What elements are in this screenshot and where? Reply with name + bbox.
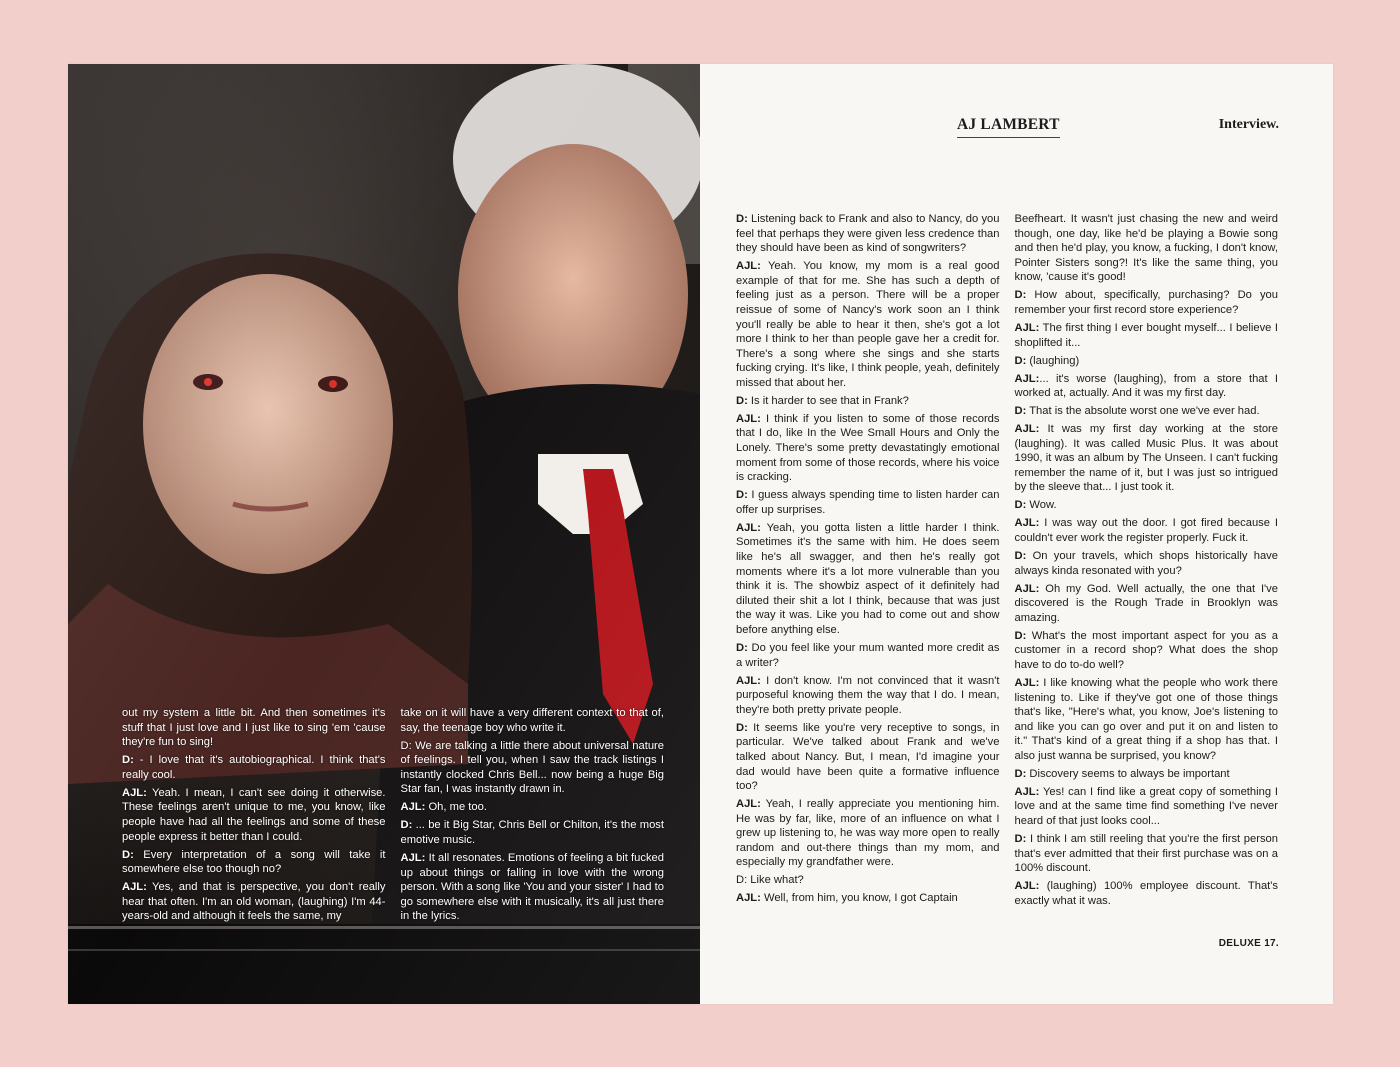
- interview-paragraph: [736, 394, 1000, 409]
- interview-paragraph: [1015, 354, 1279, 369]
- interview-paragraph: [1015, 321, 1279, 350]
- interview-paragraph: [736, 641, 1000, 670]
- speaker-label: D:: [122, 754, 134, 767]
- section-label: Interview.: [1218, 117, 1279, 132]
- speaker-label: AJL:: [1014, 582, 1040, 595]
- paragraph-text: On your travels, which shops historically have always kinda resonated with you?: [1014, 549, 1278, 577]
- interview-paragraph: [401, 818, 665, 847]
- interview-paragraph: [401, 739, 665, 797]
- speaker-label: AJL:: [1014, 676, 1040, 689]
- speaker-label: D:: [736, 641, 748, 654]
- interview-paragraph: [1015, 785, 1279, 829]
- speaker-label: AJL:: [736, 674, 761, 687]
- interview-paragraph: [736, 891, 1000, 906]
- interview-paragraph: [1015, 288, 1279, 317]
- paragraph-text: Wow.: [1026, 499, 1057, 512]
- interview-paragraph: [122, 848, 386, 877]
- interview-paragraph: [736, 412, 1000, 485]
- paragraph-text: (laughing) 100% employee discount. That's exactly what it was.: [1014, 880, 1278, 907]
- interview-paragraph: [1015, 767, 1279, 782]
- speaker-label: D:: [1014, 549, 1027, 562]
- interview-paragraph: [736, 521, 1000, 638]
- speaker-label: D:: [1014, 499, 1027, 512]
- paragraph-text: Yeah, you gotta listen a little harder I think. Sometimes it's the same with him. He does seem like he's all swagger, and then he's really got moments where it's a lot more vulnerable than you think it is. The showbiz aspect of it definitely had diluted their shit a lot I think, because that was just the way it was. Like you had to come out and show before anything else.: [736, 521, 1000, 636]
- text-column-2: [1015, 212, 1279, 912]
- paragraph-text: Yeah, I really appreciate you mentioning him. He was by far, like, more of an influence on what I grew up listening to, he was way more open to really random and out-there things than my mom, and especially my grandfather were.: [736, 798, 1000, 869]
- speaker-label: AJL:: [122, 881, 147, 894]
- paragraph-text: The first thing I ever bought myself... I believe I shoplifted it...: [1014, 321, 1278, 349]
- paragraph-text: How about, specifically, purchasing? Do you remember your first record store experience?: [1014, 289, 1278, 316]
- speaker-label: D:: [1014, 289, 1027, 302]
- speaker-label: D:: [400, 819, 413, 832]
- photo-overlay-text: [122, 706, 664, 927]
- interview-paragraph: [1015, 404, 1279, 419]
- photo-column-2: [401, 706, 665, 927]
- interview-paragraph: [1015, 676, 1279, 764]
- speaker-label: AJL:: [400, 801, 426, 814]
- interview-paragraph: [401, 800, 665, 815]
- paragraph-text: I think if you listen to some of those records that I do, like In the Wee Small Hours and Only the Lonely. There's some pretty devastatingly emotional moment from some of those records, where his voice is cracking.: [736, 412, 1000, 484]
- speaker-label: D:: [736, 721, 748, 734]
- left-page: [68, 64, 700, 1004]
- interview-paragraph: [1015, 422, 1279, 495]
- interview-paragraph: [122, 786, 386, 844]
- speaker-label: D:: [736, 489, 748, 502]
- paragraph-text: ... it's worse (laughing), from a store that I worked at, actually. And it was my first day.: [1014, 372, 1278, 400]
- paragraph-text: D: Like what?: [736, 874, 804, 887]
- interview-paragraph: [122, 753, 386, 782]
- speaker-label: AJL:: [122, 786, 147, 799]
- interview-paragraph: [1015, 516, 1279, 545]
- speaker-label: AJL:: [736, 892, 761, 905]
- paragraph-text: Beefheart. It wasn't just chasing the new and weird though, one day, like he'd be playing a Bowie song and then he'd play, you know, a fucking, I don't know, Pointer Sisters song?! It's like the same thing, you know, 'cause it's good!: [1014, 213, 1278, 284]
- speaker-label: AJL:: [1014, 880, 1040, 893]
- speaker-label: AJL:: [1014, 372, 1040, 385]
- paragraph-text: Well, from him, you know, I got Captain: [760, 892, 958, 905]
- interview-paragraph: [736, 212, 1000, 256]
- interview-paragraph: [736, 721, 1000, 794]
- paragraph-text: D: We are talking a little there about universal nature of feelings. I tell you, when I saw the track listings I instantly clocked Chris Bell... now being a huge Big Star fan, I was instantly drawn in.: [400, 739, 664, 796]
- paragraph-text: Do you feel like your mum wanted more credit as a writer?: [736, 641, 1000, 669]
- speaker-label: AJL:: [1014, 517, 1040, 530]
- paragraph-text: Yes, and that is perspective, you don't really hear that often. I'm an old woman, (laughing) I'm 44-years-old and although it feels the same, my: [122, 881, 386, 923]
- interview-paragraph: [736, 797, 1000, 870]
- interview-paragraph: [1015, 372, 1279, 401]
- interview-paragraph: [122, 880, 386, 924]
- speaker-label: D:: [122, 848, 134, 861]
- paragraph-text: It was my first day working at the store (laughing). It was called Music Plus. It was about 1990, it was an album by The Unseen. I can't fucking remember the name of it, but I was just so intrigued by the sleeve that... I just took it.: [1014, 423, 1278, 494]
- paragraph-text: I don't know. I'm not convinced that it wasn't purposeful knowing them the way that I do. I mean, they're both pretty private people.: [736, 674, 1000, 716]
- interview-paragraph: [736, 873, 1000, 888]
- paragraph-text: It all resonates. Emotions of feeling a bit fucked up about things or falling in love with the wrong person. With a song like 'You and your sister' I had to go somewhere else with it musically, it's all just there in the lyrics.: [400, 851, 664, 923]
- paragraph-text: I like knowing what the people who work there listening to. Like if they've got one of those things that's like, "Here's what, you know, Joe's listening to and like you can go over and put it on and listen to it." That's kind of a great thing if a shop has that. I also just wanna be surprised, you know?: [1014, 676, 1278, 762]
- interview-paragraph: [736, 259, 1000, 390]
- magazine-spread: [68, 64, 1333, 1004]
- paragraph-text: - I love that it's autobiographical. I think that's really cool.: [122, 754, 386, 781]
- paragraph-text: Every interpretation of a song will take it somewhere else too though no?: [122, 848, 386, 876]
- paragraph-text: take on it will have a very different context to that of, say, the teenage boy who write it.: [400, 707, 664, 734]
- speaker-label: AJL:: [1014, 423, 1040, 436]
- interview-paragraph: [1015, 582, 1279, 626]
- paragraph-text: out my system a little bit. And then sometimes it's stuff that I just love and I just like to sing 'em 'cause they're fun to sing!: [122, 707, 386, 749]
- paragraph-text: I think I am still reeling that you're the first person that's ever admitted that their first purchase was on a 100% discount.: [1014, 833, 1278, 875]
- paragraph-text: I guess always spending time to listen harder can offer up surprises.: [736, 489, 1000, 516]
- interview-paragraph: [1015, 629, 1279, 673]
- text-column-1: [736, 212, 1000, 912]
- interview-paragraph: [1015, 879, 1279, 908]
- paragraph-text: I was way out the door. I got fired because I couldn't ever work the register properly. Fuck it.: [1014, 517, 1278, 544]
- paragraph-text: Yeah. You know, my mom is a real good example of that for me. She has such a depth of feeling just as a person. There will be a proper reissue of some of Nancy's work soon an I think you'll really be able to hear it then, she's got a lot more I think to her than people gave her a credit for. There's a song where she sings and she starts fucking crying. It's like, I think people, yeah, definitely missed that about her.: [736, 260, 1000, 389]
- speaker-label: D:: [736, 213, 748, 225]
- interview-paragraph: [736, 488, 1000, 517]
- paragraph-text: ... be it Big Star, Chris Bell or Chilton, it's the most emotive music.: [400, 819, 664, 846]
- speaker-label: AJL:: [1014, 785, 1040, 798]
- interview-paragraph: [1015, 832, 1279, 876]
- page-folio: DELUXE 17.: [1218, 938, 1279, 949]
- paragraph-text: Oh, me too.: [425, 801, 487, 814]
- photo-column-1: [122, 706, 386, 927]
- paragraph-text: It seems like you're very receptive to songs, in particular. We've talked about Frank and we've talked about Nancy. But, I mean, I'd imagine your dad would have been quite a formative influence too?: [736, 721, 1000, 793]
- speaker-label: D:: [736, 394, 748, 407]
- paragraph-text: What's the most important aspect for you as a customer in a record shop? What does the shop have to do to-do well?: [1014, 629, 1278, 671]
- speaker-label: AJL:: [736, 798, 761, 811]
- interview-paragraph: [401, 706, 665, 735]
- interview-columns: [736, 212, 1278, 912]
- paragraph-text: Oh my God. Well actually, the one that I've discovered is the Rough Trade in Brooklyn was amazing.: [1014, 582, 1278, 624]
- speaker-label: D:: [1014, 767, 1027, 780]
- speaker-label: D:: [1014, 833, 1027, 846]
- paragraph-text: Yeah. I mean, I can't see doing it otherwise. These feelings aren't unique to me, you know, like people have had all the feelings and some of these people express it better than I could.: [122, 786, 386, 843]
- speaker-label: AJL:: [1014, 321, 1040, 334]
- interview-paragraph: [401, 851, 665, 924]
- paragraph-text: That is the absolute worst one we've ever had.: [1026, 405, 1260, 418]
- paragraph-text: Yes! can I find like a great copy of something I love and at the same time find something I've never heard of that just looks cool...: [1014, 785, 1278, 828]
- speaker-label: AJL:: [736, 260, 761, 273]
- interview-paragraph: [1015, 212, 1279, 285]
- paragraph-text: Listening back to Frank and also to Nancy, do you feel that perhaps they were given less credence than they should have been as kind of songwriters?: [736, 213, 1000, 255]
- speaker-label: AJL:: [736, 412, 761, 425]
- page-title: AJ LAMBERT: [957, 116, 1060, 138]
- speaker-label: AJL:: [400, 851, 426, 864]
- right-page: [700, 64, 1333, 1004]
- interview-paragraph: [1015, 549, 1279, 578]
- speaker-label: AJL:: [736, 521, 761, 534]
- speaker-label: D:: [1014, 629, 1027, 642]
- interview-paragraph: [122, 706, 386, 750]
- speaker-label: D:: [1014, 354, 1027, 367]
- paragraph-text: (laughing): [1026, 354, 1080, 367]
- interview-paragraph: [1015, 498, 1279, 513]
- interview-paragraph: [736, 674, 1000, 718]
- speaker-label: D:: [1014, 405, 1027, 418]
- paragraph-text: Is it harder to see that in Frank?: [747, 394, 909, 407]
- paragraph-text: Discovery seems to always be important: [1026, 767, 1230, 780]
